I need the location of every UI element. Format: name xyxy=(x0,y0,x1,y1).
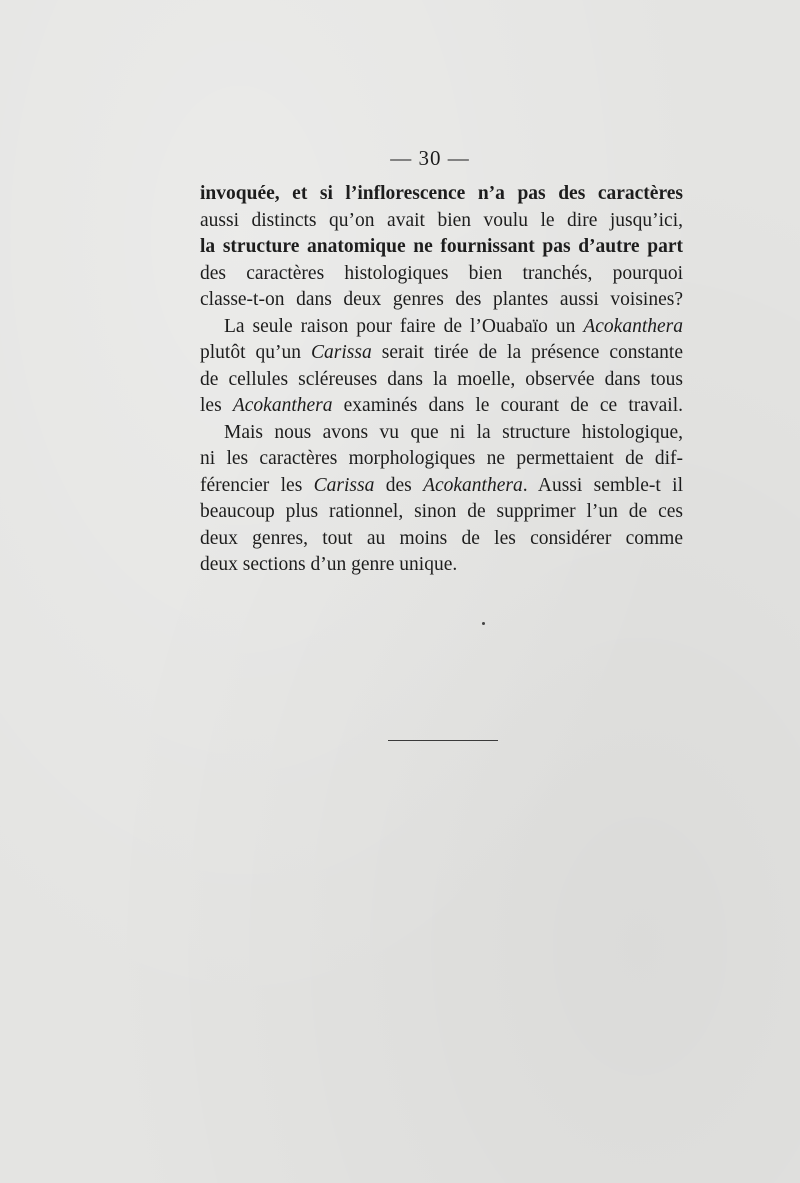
body-text xyxy=(200,181,683,579)
text-run: des xyxy=(374,474,424,496)
text-run: . Aussi semble-t il xyxy=(522,474,683,496)
text-line: beaucoup plus rationnel, sinon de supprimer l’un de ces xyxy=(200,501,683,522)
page-number: — 30 — xyxy=(390,146,470,170)
text-run: plutôt qu’un xyxy=(200,342,312,363)
text-line: de cellules scléreuses dans la moelle, observée dans tous xyxy=(200,368,683,390)
text-run: examinés dans le courant de ce travail. xyxy=(332,395,683,416)
text-line: classe-t-on dans deux genres des plantes aussi voisines? xyxy=(200,289,683,310)
ink-speck xyxy=(482,622,485,625)
text-line: deux sections d’un genre unique. xyxy=(200,554,458,575)
text-line xyxy=(200,314,683,341)
text-line: invoquée, et si l’inflorescence n’a pas des caractères xyxy=(200,183,683,204)
text-run: La seule raison pour faire de l’Ouabaïo un xyxy=(224,315,584,337)
text-line: aussi distincts qu’on avait bien voulu le dire jusqu’ici, xyxy=(200,209,683,231)
paragraph-2 xyxy=(200,314,683,420)
text-line xyxy=(200,393,683,420)
text-run: serait tirée de la présence constante xyxy=(371,342,684,363)
section-divider xyxy=(388,740,498,741)
text-line: deux genres, tout au moins de les considérer comme xyxy=(200,527,683,549)
text-line: la structure anatomique ne fournissant pas d’autre part xyxy=(200,236,683,257)
text-line: des caractères histologiques bien tranchés, pourquoi xyxy=(200,262,683,284)
text-run: férencier les xyxy=(200,474,314,496)
paragraph-1 xyxy=(200,181,683,314)
genus-name: Acokanthera xyxy=(423,474,523,496)
genus-name: Carissa xyxy=(313,474,375,496)
paragraph-3 xyxy=(200,420,683,579)
genus-name: Acokanthera xyxy=(583,315,683,337)
text-line: ni les caractères morphologiques ne permettaient de dif- xyxy=(200,448,683,469)
text-line: Mais nous avons vu que ni la structure histologique, xyxy=(224,421,683,443)
text-line xyxy=(200,340,683,367)
text-run: les xyxy=(200,395,233,416)
genus-name: Acokanthera xyxy=(232,395,333,416)
text-line xyxy=(200,473,683,500)
genus-name: Carissa xyxy=(311,342,372,363)
